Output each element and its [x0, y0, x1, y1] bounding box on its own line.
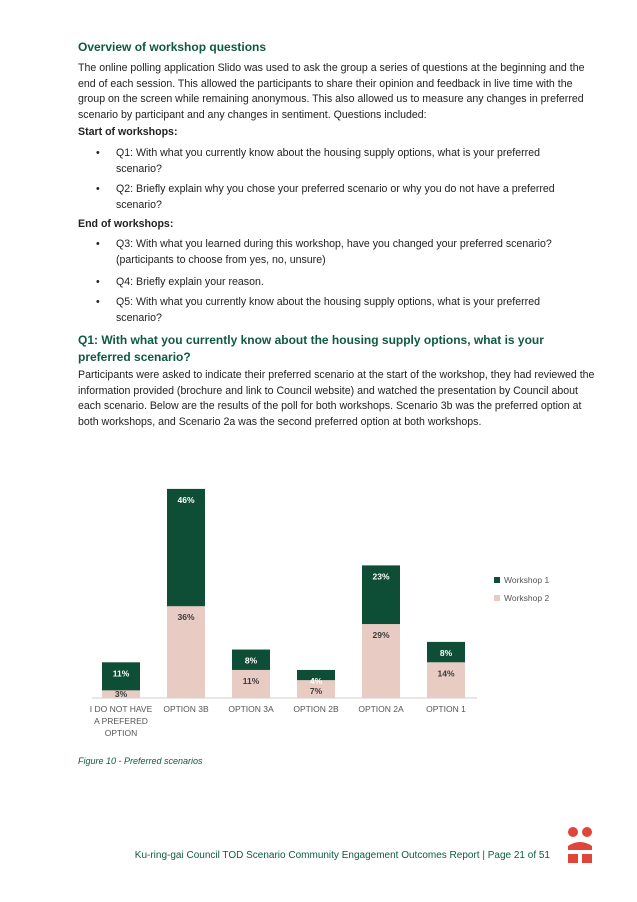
start-label: Start of workshops: — [78, 126, 178, 138]
legend-swatch — [494, 577, 500, 583]
data-label-workshop-1: 8% — [244, 655, 258, 666]
bullet-icon: • — [96, 296, 100, 308]
x-tick-label: OPTION 2A — [358, 704, 404, 714]
data-label-workshop-1: 4% — [309, 675, 323, 686]
data-label-workshop-1: 46% — [177, 494, 195, 505]
x-tick-label: I DO NOT HAVE A PREFERED OPTION — [89, 704, 153, 738]
data-label-workshop-1: 23% — [372, 571, 390, 582]
section-heading: Overview of workshop questions — [78, 40, 267, 54]
bar-workshop-1 — [167, 489, 205, 606]
x-tick-label: OPTION 1 — [426, 704, 466, 714]
data-label-workshop-2: 7% — [309, 686, 323, 697]
bullet-icon: • — [96, 276, 100, 288]
bullet-icon: • — [96, 183, 100, 195]
data-label-workshop-2: 3% — [114, 689, 128, 699]
report-page: Overview of workshop questions The online polling application Slido was used to ask the group a series of questions at the beginning and the end of each session. This allowed the participants to share their opinion and feedback in live time with the group on the screen while remaining anonymous. This also allowed us to measure any changes in preferred scenario by participant and any changes in sentiment. Questions included: Start of workshops: • Q1: With what you currently know about the housing supply options, what is your preferred scenario? • Q2: Briefly explain why you chose your preferred scenario or why you do not have a preferred scenario? End of workshops: • Q3: With what you learned during this workshop, have you changed your preferred scenario? (participants to choose from yes, no, unsure) • Q4: Briefly explain your reason. • Q5: With what you currently know about the housing supply options, what is your preferred scenario? Q1: With what you currently know about the housing supply options, what is your preferred scenario? Participants were asked to indicate their preferred scenario at the start of the workshop, they had reviewed the information provided (brochure and link to Council website) and watched the presentation by Council about each scenario. Below are the results of the poll for both workshops. Scenario 3b was the preferred option at both workshops, and Scenario 2a was the second preferred option at both workshops. 11% 3% 46% 36% 8% 11% 4% 7% 23% 29% 8% 14% I DO NOT HAVE A PREFERED OPTION OPTION 3B OPTION 3A OPTION 2B OPTION 2A OPTION 1 Workshop 1 Workshop 2 Figure 10 - Preferred scenarios Ku-ring-gai Council TOD Scenario Community Engagement Outcomes Report | Page 21 of 51 — [0, 0, 637, 902]
x-tick-label: OPTION 3A — [228, 704, 274, 714]
bullet-icon: • — [96, 147, 100, 159]
data-label-workshop-2: 29% — [372, 630, 390, 641]
preferred-scenarios-chart — [0, 450, 637, 750]
data-label-workshop-2: 36% — [177, 612, 195, 623]
end-label: End of workshops: — [78, 218, 174, 230]
page-footer: Ku-ring-gai Council TOD Scenario Community Engagement Outcomes Report | Page 21 of 51 — [134, 850, 550, 861]
figure-caption: Figure 10 - Preferred scenarios — [78, 756, 203, 766]
legend-swatch — [494, 595, 500, 601]
q1-heading: Q1: With what you currently know about the housing supply options, what is your preferred scenario? — [78, 333, 544, 364]
council-logo-icon — [566, 826, 594, 866]
intro-paragraph: The online polling application Slido was used to ask the group a series of questions at the beginning and the end of each session. This allowed the participants to share their opinion and feedback in live time with the group on the screen while remaining anonymous. This also allowed us to measure any changes in preferred scenario by participant and any changes in sentiment. Questions included: — [78, 62, 585, 121]
legend-label: Workshop 2 — [504, 593, 550, 603]
x-tick-label: OPTION 3B — [163, 704, 209, 714]
x-tick-label: OPTION 2B — [293, 704, 339, 714]
data-label-workshop-2: 14% — [437, 668, 455, 679]
data-label-workshop-1: 8% — [439, 647, 453, 658]
bullet-icon: • — [96, 238, 100, 250]
data-label-workshop-1: 11% — [112, 668, 130, 679]
legend-label: Workshop 1 — [504, 575, 550, 585]
data-label-workshop-2: 11% — [242, 675, 260, 686]
q1-paragraph: Participants were asked to indicate their preferred scenario at the start of the workshop, they had reviewed the information provided (brochure and link to Council website) and watched the presentation by Council about each scenario. Below are the results of the poll for both workshops. Scenario 3b was the preferred option at both workshops, and Scenario 2a was the second preferred option at both workshops. — [78, 369, 595, 428]
